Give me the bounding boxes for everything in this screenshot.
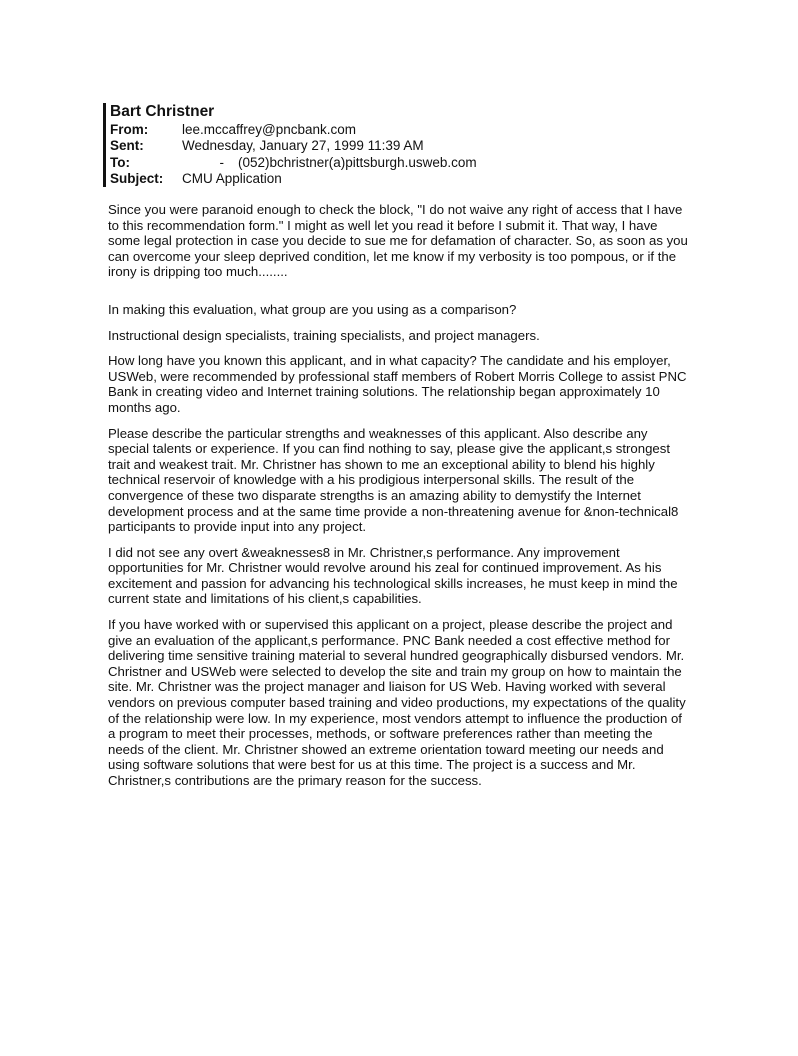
body-paragraph-intro: Since you were paranoid enough to check the block, "I do not waive any right of access that I have to this recommendation form." I might as well let you read it before I submit it. That way, I have some legal protection in case you decide to sue me for defamation of character. So, as soon as you can overcome your sleep deprived condition, let me know if my verbosity is too pompous, or if the irony is dripping too much........ xyxy=(108,202,688,280)
subject-label: Subject: xyxy=(110,170,164,186)
sent-value: Wednesday, January 27, 1999 11:39 AM xyxy=(182,138,424,154)
from-row xyxy=(110,122,580,138)
email-header xyxy=(103,103,580,187)
body-paragraph-strengths: Please describe the particular strengths and weaknesses of this applicant. Also describe any special talents or experience. If you can find nothing to say, please give the applicant,s strongest trait and weakest trait. Mr. Christner has shown to me an exceptional ability to blend his highly technical reservoir of knowledge with a his prodigious interpersonal skills. The result of the convergence of these two disparate strengths is an amazing ability to demystify the Internet development process and at the same time provide a non-threatening avenue for &non-technical8 participants to provide input into any project. xyxy=(108,425,679,535)
subject-value: CMU Application xyxy=(182,170,282,186)
from-value: lee.mccaffrey@pncbank.com xyxy=(182,122,357,137)
body-paragraph-answer-group: Instructional design specialists, training specialists, and project managers. xyxy=(108,327,540,343)
to-row xyxy=(110,155,580,171)
to-value-wrap xyxy=(182,155,580,171)
sent-row xyxy=(110,138,580,154)
to-label: To: xyxy=(110,154,130,170)
to-dash: - xyxy=(219,154,224,170)
body-paragraph-question-group: In making this evaluation, what group are you using as a comparison? xyxy=(108,301,517,317)
body-paragraph-project: If you have worked with or supervised this applicant on a project, please describe the project and give an evaluation of the applicant,s performance. PNC Bank needed a cost effective method for delivering time sensitive training material to several hundred geographically disbursed vendors. Mr. Christner and USWeb were selected to develop the site and train my group on how to maintain the site. Mr. Christner was the project manager and liaison for US Web. Having worked with several vendors on previous computer based training and video productions, my expectations of the quality of the relationship were low. In my experience, most vendors attempt to influence the production of a program to meet their processes, methods, or software preferences rather than meeting the needs of the client. Mr. Christner showed an extreme orientation toward meeting our needs and using software solutions that were best for us at this time. The project is a success and Mr. Christner,s contributions are the primary reason for the success. xyxy=(108,617,686,788)
sent-label: Sent: xyxy=(110,138,144,154)
sender-name: Bart Christner xyxy=(110,103,215,120)
to-value: (052)bchristner(a)pittsburgh.usweb.com xyxy=(238,154,477,170)
subject-row xyxy=(110,171,580,187)
email-body xyxy=(108,202,690,799)
body-paragraph-weaknesses: I did not see any overt &weaknesses8 in Mr. Christner,s performance. Any improvement opportunities for Mr. Christner would revolve around his zeal for continued improvement. As his excitement and passion for advancing his technological skills increases, he must keep in mind the current state and limitations of his client,s capabilities. xyxy=(108,544,678,607)
body-paragraph-how-long: How long have you known this applicant, and in what capacity? The candidate and his employer, USWeb, were recommended by professional staff members of Robert Morris College to assist PNC Bank in creating video and Internet training solutions. The relationship began approximately 10 months ago. xyxy=(108,353,687,415)
from-label: From: xyxy=(110,122,149,137)
